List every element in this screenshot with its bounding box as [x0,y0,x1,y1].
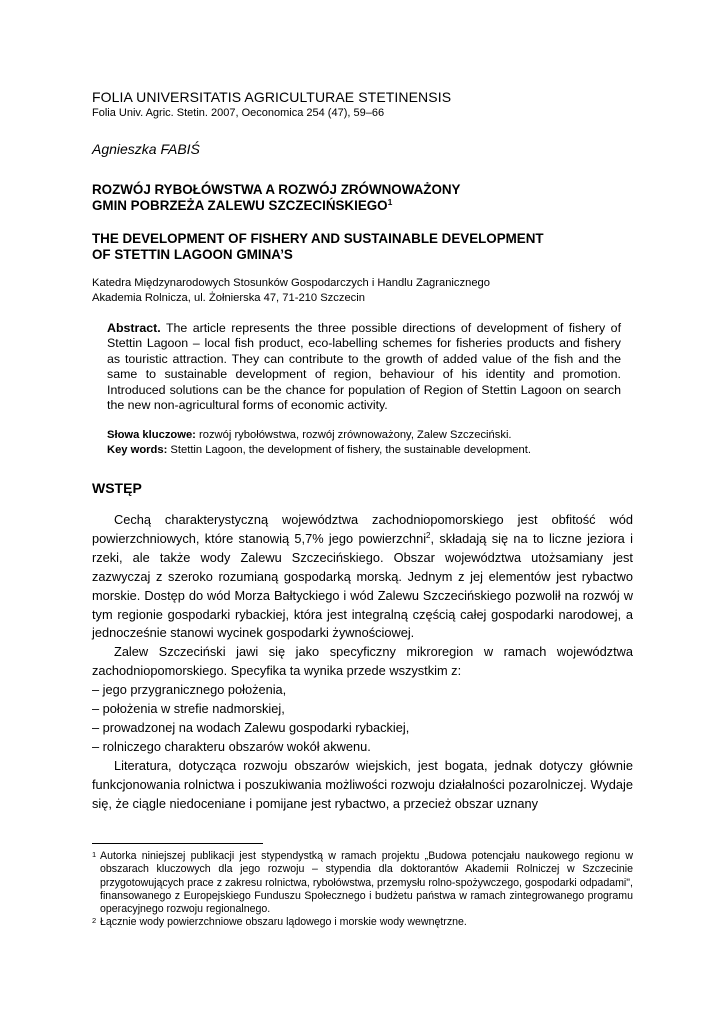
title-polish-line-1: ROZWÓJ RYBOŁÓWSTWA A ROZWÓJ ZRÓWNOWAŻONY [92,182,461,197]
section-heading: WSTĘP [92,480,142,496]
abstract-text: The article represents the three possible directions of development of fishery of Stettin Lagoon – local fish product, eco-labelling schemes for fisheries products and fishery as touristic attraction. They can contribute to the growth of added value of the fish and the same to sustainable development of region, behaviour of his identity and promotion. Introduced solutions can be the chance for population of Region of Stettin Lagoon on search the new non-agricultural forms of economic activity. [107,321,622,413]
citation-line: Folia Univ. Agric. Stetin. 2007, Oeconomica 254 (47), 59–66 [92,107,385,119]
list-item: – położenia w strefie nadmorskiej, [92,701,285,717]
footnotes [92,850,633,930]
footnote-2 [92,916,633,929]
keywords-english-text: Stettin Lagoon, the development of fishery, the sustainable development. [170,444,531,456]
title-english [92,231,544,263]
title-polish [92,182,460,214]
paragraph-2: Zalew Szczeciński jawi się jako specyficzny mikroregion w ramach województwa zachodniopomorskiego. Specyfika ta wynika przede wszystkim z: [92,644,633,679]
keywords-english-label: Key words: [107,444,168,456]
title-english-line-2: OF STETTIN LAGOON GMINA’S [92,247,293,262]
footnote-1-text: Autorka niniejszej publikacji jest stypendystką w ramach projektu „Budowa potencjału naukowego regionu w obszarach kluczowych dla jego rozwoju – stypendia dla doktorantów Akademii Rolniczej w Szczecinie przygotowujących prace z zakresu rolnictwa, rybołówstwa, przemysłu rolno-spożywczego, gospodarki odpadami", finansowanego z Europejskiego Funduszu Społecznego i budżetu państwa w ramach zintegrowanego programu operacyjnego rozwoju regionalnego. [100,850,633,916]
footnote-1 [92,850,633,916]
list-item: – rolniczego charakteru obszarów wokół akwenu. [92,738,371,754]
keywords-english [107,443,627,458]
title-polish-line-2 [92,198,460,214]
footnote-1-mark: 1 [92,850,97,859]
keywords-polish [107,428,627,443]
list-item: – prowadzonej na wodach Zalewu gospodarki rybackiej, [92,719,410,735]
list-item: – jego przygranicznego położenia, [92,682,287,698]
paragraph-1-part-b: , składają się na to liczne jeziora i rzeki, ale także wody Zalewu Szczecińskiego. Obszar województwa utożsamiany jest zazwyczaj z szeroko rozumianą gospodarką morską. Jednym z jej elementów jest rybactwo morskie. Dostęp do wód Morza Bałtyckiego i wód Zalewu Szczecińskiego pozwolił na rozwój w tym regionie gospodarki rybackiej, która jest integralną częścią całej gospodarki narodowej, a jednocześnie stanowi wycinek gospodarki żywnościowej. [92,530,633,641]
footnote-divider [92,843,263,844]
footnote-ref-2: 2 [426,530,431,540]
footnote-2-text: Łącznie wody powierzchniowe obszaru lądowego i morskie wody wewnętrzne. [100,916,467,929]
affiliation-address: Akademia Rolnicza, ul. Żołnierska 47, 71-210 Szczecin [92,292,365,304]
paragraph-1 [92,511,633,643]
abstract [107,321,621,413]
keywords-polish-text: rozwój rybołówstwa, rozwój zrównoważony, Zalew Szczeciński. [199,429,512,441]
keywords [107,428,627,458]
paragraph-1-part-a: Cechą charakterystyczną województwa zachodniopomorskiego jest obfitość wód powierzchniowych, które stanowią 5,7% jego powierzchni [92,512,633,546]
title-polish-line-2-text: GMIN POBRZEŻA ZALEWU SZCZECIŃSKIEGO [92,198,388,213]
affiliation [92,276,490,306]
keywords-polish-label: Słowa kluczowe: [107,429,196,441]
affiliation-department: Katedra Międzynarodowych Stosunków Gospodarczych i Handlu Zagranicznego [92,277,490,289]
author-name: Agnieszka FABIŚ [92,141,200,157]
footnote-2-mark: 2 [92,916,97,926]
abstract-label: Abstract. [107,321,161,335]
title-footnote-mark: 1 [387,197,393,207]
journal-title: FOLIA UNIVERSITATIS AGRICULTURAE STETINENSIS [92,89,452,105]
paragraph-3: Literatura, dotycząca rozwoju obszarów wiejskich, jest bogata, jednak dotyczy głównie funkcjonowania rolnictwa i poszukiwania możliwości rozwoju działalności pozarolniczej. Wydaje się, że ciągle niedoceniane i pomijane jest rybactwo, a przecież obszar uznany [92,757,633,811]
title-english-line-1: THE DEVELOPMENT OF FISHERY AND SUSTAINABLE DEVELOPMENT [92,231,544,246]
body-text [92,511,633,814]
